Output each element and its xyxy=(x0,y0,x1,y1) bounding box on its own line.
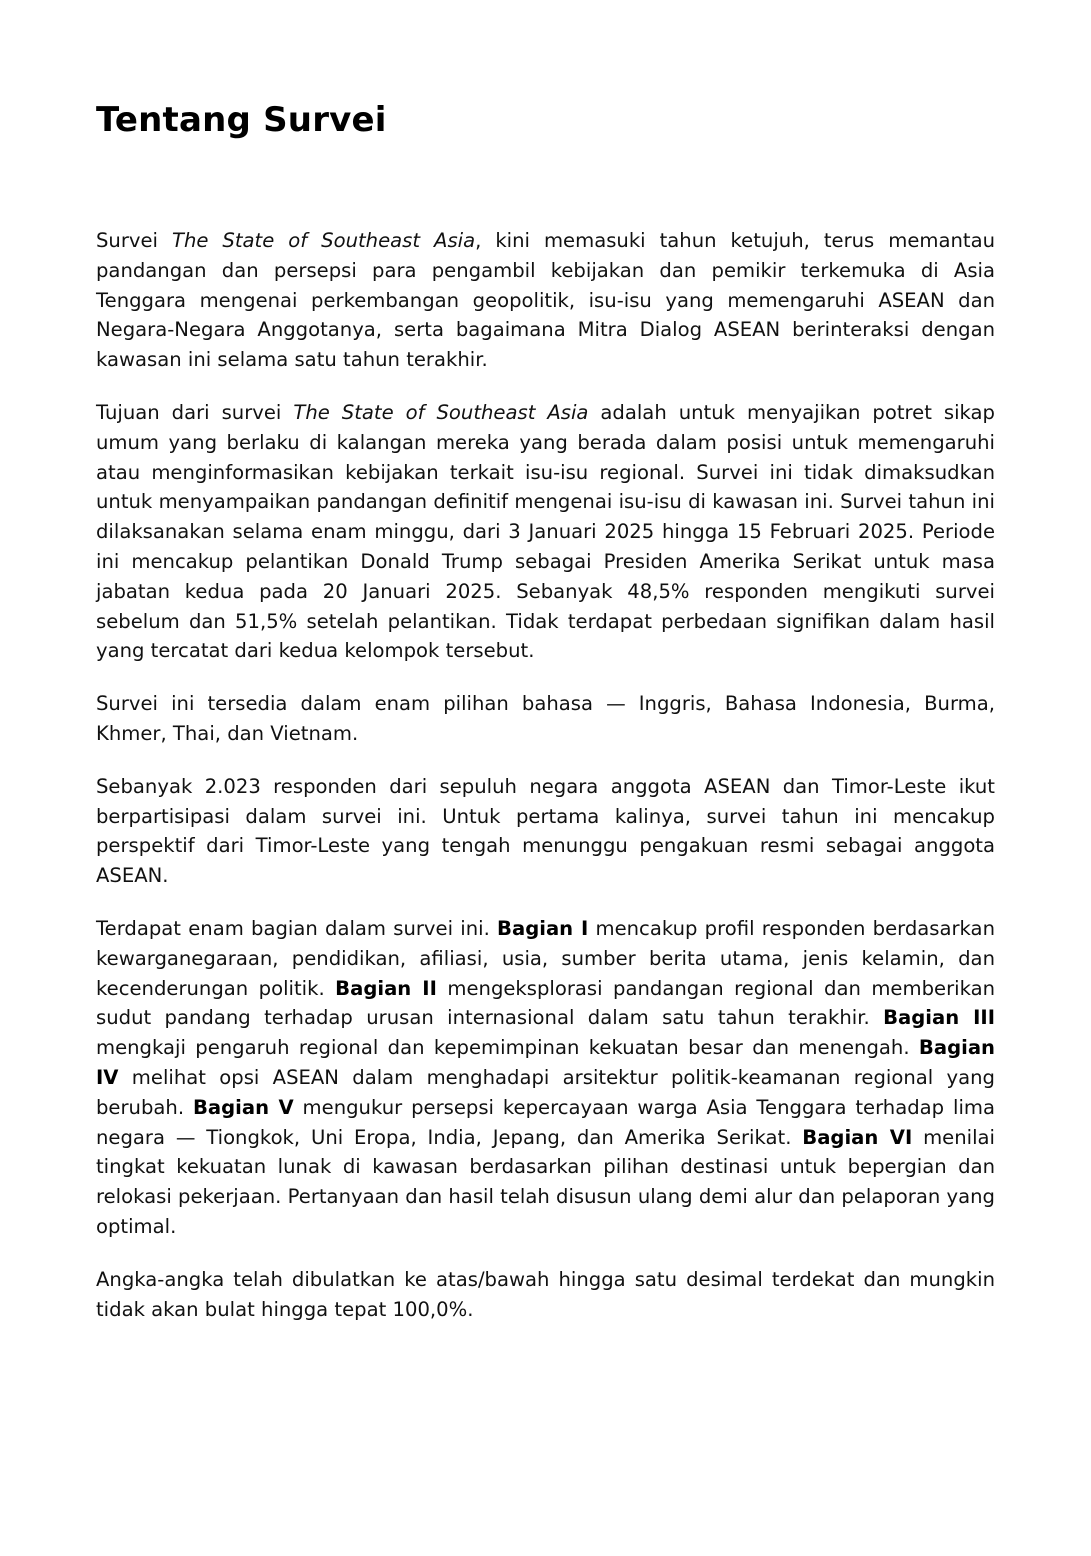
section-label-bold: Bagian IV xyxy=(96,1036,995,1089)
document-body xyxy=(96,226,995,1347)
paragraph-intro xyxy=(96,226,995,375)
page-title: Tentang Survei xyxy=(96,100,387,140)
paragraph-text: mencakup profil responden berdasarkan kewarganegaraan, pendidikan, afiliasi, usia, sumber berita utama, jenis kelamin, dan kecenderungan politik. xyxy=(96,916,995,1000)
paragraph-text: Terdapat enam bagian dalam survei ini. xyxy=(96,916,498,940)
paragraph-respondents: Sebanyak 2.023 responden dari sepuluh negara anggota ASEAN dan Timor-Leste ikut berpartisipasi dalam survei ini. Untuk pertama kalinya, survei tahun ini mencakup perspektif dari Timor-Leste yang tengah menunggu pengakuan resmi sebagai anggota ASEAN. xyxy=(96,774,995,888)
paragraph-text: Survei xyxy=(96,229,172,252)
section-label-bold: Bagian I xyxy=(497,916,589,940)
survey-title-italic: The State of Southeast Asia xyxy=(293,400,589,424)
section-label-bold: Bagian VI xyxy=(802,1125,913,1149)
paragraph-text: , kini memasuki tahun ketujuh, terus memantau pandangan dan persepsi para pengambil kebijakan dan pemikir terkemuka di Asia Tenggara mengenai perkembangan geopolitik, isu-isu yang memengaruhi ASEAN dan Negara-Negara Anggotanya, serta bagaimana Mitra Dialog ASEAN berinteraksi dengan kawasan ini selama satu tahun terakhir. xyxy=(96,229,996,372)
paragraph-rounding: Angka-angka telah dibulatkan ke atas/bawah hingga satu desimal terdekat dan mungkin tidak akan bulat hingga tepat 100,0%. xyxy=(96,1267,995,1321)
paragraph-text: mengukur persepsi kepercayaan warga Asia Tenggara terhadap lima negara — Tiongkok, Uni Eropa, India, Jepang, dan Amerika Serikat. xyxy=(96,1095,995,1149)
paragraph-text: adalah untuk menyajikan potret sikap umum yang berlaku di kalangan mereka yang berada dalam posisi untuk memengaruhi atau menginformasikan kebijakan terkait isu-isu regional. Survei ini tidak dimaksudkan untuk menyampaikan pandangan definitif mengenai isu-isu di kawasan ini. Survei tahun ini dilaksanakan selama enam minggu, dari 3 Januari 2025 hingga 15 Februari 2025. Periode ini mencakup pelantikan Donald Trump sebagai Presiden Amerika Serikat untuk masa jabatan kedua pada 20 Januari 2025. Sebanyak 48,5% responden mengikuti survei sebelum dan 51,5% setelah pelantikan. Tidak terdapat perbedaan signifikan dalam hasil yang tercatat dari kedua kelompok tersebut. xyxy=(96,400,995,663)
section-label-bold: Bagian V xyxy=(192,1095,294,1119)
paragraph-text: mengeksplorasi pandangan regional dan memberikan sudut pandang terhadap urusan internasional dalam satu tahun terakhir. xyxy=(96,976,995,1030)
paragraph-text: melihat opsi ASEAN dalam menghadapi arsitektur politik-keamanan regional yang berubah. xyxy=(96,1065,995,1119)
paragraph-languages: Survei ini tersedia dalam enam pilihan bahasa — Inggris, Bahasa Indonesia, Burma, Khmer, Thai, dan Vietnam. xyxy=(96,692,995,745)
section-label-bold: Bagian III xyxy=(883,1006,995,1030)
paragraph-text: menilai tingkat kekuatan lunak di kawasan berdasarkan pilihan destinasi untuk bepergian dan relokasi pekerjaan. Pertanyaan dan hasil telah disusun ulang demi alur dan pelaporan yang optimal. xyxy=(96,1125,995,1238)
paragraph-purpose xyxy=(96,398,995,666)
section-label-bold: Bagian II xyxy=(335,976,437,1000)
paragraph-text: Tujuan dari survei xyxy=(96,400,294,424)
survey-title-italic: The State of Southeast Asia xyxy=(172,229,476,252)
paragraph-text: mengkaji pengaruh regional dan kepemimpinan kekuatan besar dan menengah. xyxy=(96,1036,919,1060)
paragraph-sections xyxy=(96,914,995,1242)
